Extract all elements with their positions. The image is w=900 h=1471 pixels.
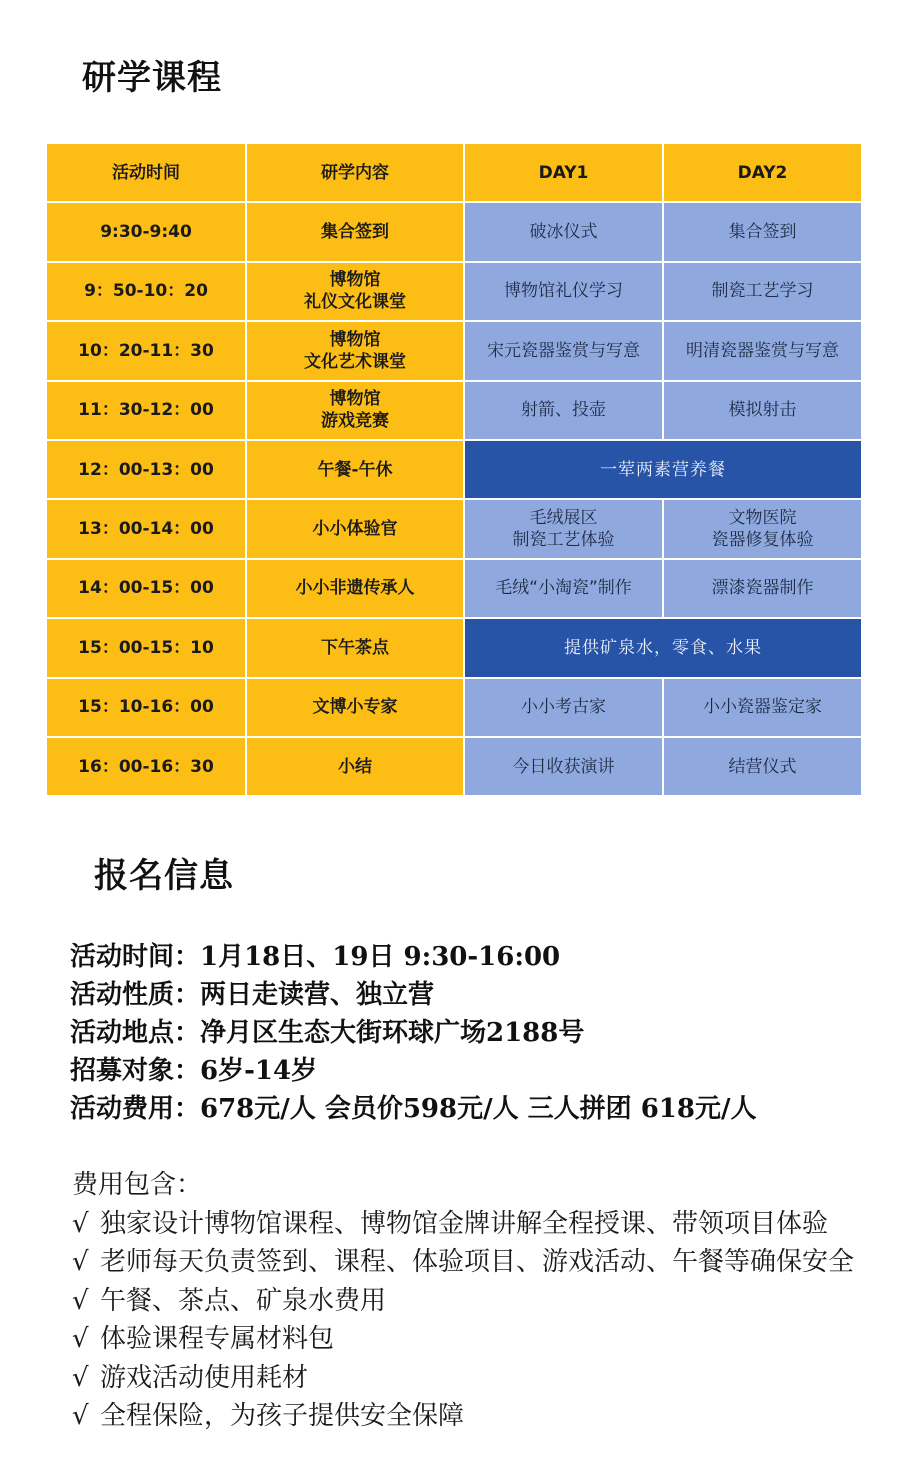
day1-activity-cell xyxy=(464,499,663,558)
info-fee: 活动费用：678元/人 会员价598元/人 三人拼团 618元/人 xyxy=(70,1094,757,1124)
cell-line: 小小体验官 xyxy=(312,519,398,540)
header-day2: DAY2 xyxy=(663,143,862,202)
content-cell xyxy=(246,618,464,677)
checkmark-icon: √ xyxy=(72,1247,89,1277)
info-time: 活动时间：1月18日、19日 9:30-16:00 xyxy=(70,942,561,972)
checkmark-icon: √ xyxy=(72,1285,89,1316)
cell-line: 小小瓷器鉴定家 xyxy=(703,697,822,718)
schedule-row xyxy=(46,381,862,440)
content-cell xyxy=(246,440,464,499)
fee-item-text: 午餐、茶点、矿泉水费用 xyxy=(100,1285,387,1316)
day1-activity-cell xyxy=(464,559,663,618)
cell-line: 集合签到 xyxy=(728,222,797,243)
checkmark-icon: √ xyxy=(72,1208,89,1239)
fee-item xyxy=(72,1282,892,1321)
day1-activity-cell xyxy=(464,678,663,737)
day2-activity-cell xyxy=(663,678,862,737)
info-type: 活动性质：两日走读营、独立营 xyxy=(70,980,435,1010)
checkmark-icon: √ xyxy=(72,1362,89,1393)
header-time: 活动时间 xyxy=(46,143,246,202)
cell-line: 明清瓷器鉴赏与写意 xyxy=(686,340,839,361)
checkmark-icon: √ xyxy=(72,1401,89,1431)
day2-activity-cell xyxy=(663,499,862,558)
day2-activity-cell xyxy=(663,559,862,618)
day1-activity-cell xyxy=(464,381,663,440)
content-cell xyxy=(246,262,464,321)
fee-item xyxy=(72,1243,892,1282)
fee-item-text: 老师每天负责签到、课程、体验项目、游戏活动、午餐等确保安全 xyxy=(100,1247,855,1277)
fee-item xyxy=(72,1205,892,1244)
cell-line: 漂漆瓷器制作 xyxy=(711,578,814,599)
time-cell: 15：00-15：10 xyxy=(46,618,246,677)
cell-line: 博物馆礼仪学习 xyxy=(504,281,623,302)
cell-line: 破冰仪式 xyxy=(529,222,598,243)
fee-item xyxy=(72,1397,892,1436)
time-cell: 9：50-10：20 xyxy=(46,262,246,321)
signup-info xyxy=(70,938,870,1128)
cell-line: 今日收获演讲 xyxy=(512,756,615,777)
cell-line: 宋元瓷器鉴赏与写意 xyxy=(487,340,640,361)
day2-activity-cell xyxy=(663,321,862,380)
content-cell xyxy=(246,737,464,796)
day2-activity-cell xyxy=(663,202,862,261)
schedule-row xyxy=(46,499,862,558)
merged-activity-cell: 一荤两素营养餐 xyxy=(464,440,862,499)
cell-line: 制瓷工艺体验 xyxy=(512,530,615,551)
time-cell: 12：00-13：00 xyxy=(46,440,246,499)
info-location: 活动地点：净月区生态大街环球广场2188号 xyxy=(70,1018,585,1048)
fee-item xyxy=(72,1320,892,1359)
cell-line: 礼仪文化课堂 xyxy=(304,292,406,313)
schedule-row xyxy=(46,321,862,380)
day1-activity-cell xyxy=(464,202,663,261)
fees-title: 费用包含： xyxy=(72,1170,203,1200)
schedule-row xyxy=(46,202,862,261)
day1-activity-cell xyxy=(464,321,663,380)
schedule-row xyxy=(46,618,862,677)
fees-included xyxy=(72,1166,892,1436)
time-cell: 9:30-9:40 xyxy=(46,202,246,261)
schedule-row xyxy=(46,440,862,499)
fee-item-text: 游戏活动使用耗材 xyxy=(100,1362,309,1393)
schedule-row xyxy=(46,262,862,321)
day2-activity-cell xyxy=(663,381,862,440)
cell-line: 毛绒“小淘瓷”制作 xyxy=(495,578,632,599)
cell-line: 博物馆 xyxy=(329,329,381,350)
content-cell xyxy=(246,202,464,261)
cell-line: 集合签到 xyxy=(321,222,389,243)
cell-line: 博物馆 xyxy=(329,389,381,410)
cell-line: 制瓷工艺学习 xyxy=(711,281,814,302)
cell-line: 博物馆 xyxy=(329,270,381,291)
cell-line: 文化艺术课堂 xyxy=(304,351,406,372)
header-day1: DAY1 xyxy=(464,143,663,202)
cell-line: 小小非遗传承人 xyxy=(295,578,415,599)
info-audience: 招募对象：6岁-14岁 xyxy=(70,1056,318,1086)
day2-activity-cell xyxy=(663,262,862,321)
checkmark-icon: √ xyxy=(72,1324,89,1354)
time-cell: 16：00-16：30 xyxy=(46,737,246,796)
content-cell xyxy=(246,559,464,618)
cell-line: 结营仪式 xyxy=(728,756,797,777)
cell-line: 下午茶点 xyxy=(321,637,389,658)
schedule-header-row xyxy=(46,143,862,202)
schedule-row xyxy=(46,678,862,737)
cell-line: 游戏竞赛 xyxy=(321,411,389,432)
schedule-table xyxy=(45,142,863,797)
day1-activity-cell xyxy=(464,737,663,796)
time-cell: 15：10-16：00 xyxy=(46,678,246,737)
schedule-body xyxy=(46,202,862,796)
cell-line: 午餐-午休 xyxy=(317,459,393,480)
content-cell xyxy=(246,381,464,440)
cell-line: 毛绒展区 xyxy=(529,508,598,529)
fee-item-text: 全程保险，为孩子提供安全保障 xyxy=(100,1401,465,1431)
section-title-signup: 报名信息 xyxy=(94,856,234,896)
schedule-row xyxy=(46,559,862,618)
day2-activity-cell xyxy=(663,737,862,796)
fee-item-text: 独家设计博物馆课程、博物馆金牌讲解全程授课、带领项目体验 xyxy=(100,1208,829,1239)
content-cell xyxy=(246,321,464,380)
header-content: 研学内容 xyxy=(246,143,464,202)
fee-item xyxy=(72,1359,892,1398)
cell-line: 瓷器修复体验 xyxy=(711,530,814,551)
cell-line: 文博小专家 xyxy=(312,697,398,718)
fees-list xyxy=(72,1205,892,1436)
cell-line: 模拟射击 xyxy=(728,400,797,421)
section-title-course: 研学课程 xyxy=(82,58,222,98)
time-cell: 11：30-12：00 xyxy=(46,381,246,440)
cell-line: 文物医院 xyxy=(728,508,797,529)
content-cell xyxy=(246,678,464,737)
cell-line: 小小考古家 xyxy=(521,697,606,718)
fee-item-text: 体验课程专属材料包 xyxy=(100,1324,335,1354)
day1-activity-cell xyxy=(464,262,663,321)
cell-line: 射箭、投壶 xyxy=(521,400,606,421)
time-cell: 10：20-11：30 xyxy=(46,321,246,380)
time-cell: 14：00-15：00 xyxy=(46,559,246,618)
content-cell xyxy=(246,499,464,558)
merged-activity-cell: 提供矿泉水，零食、水果 xyxy=(464,618,862,677)
time-cell: 13：00-14：00 xyxy=(46,499,246,558)
cell-line: 小结 xyxy=(338,756,372,777)
schedule-row xyxy=(46,737,862,796)
